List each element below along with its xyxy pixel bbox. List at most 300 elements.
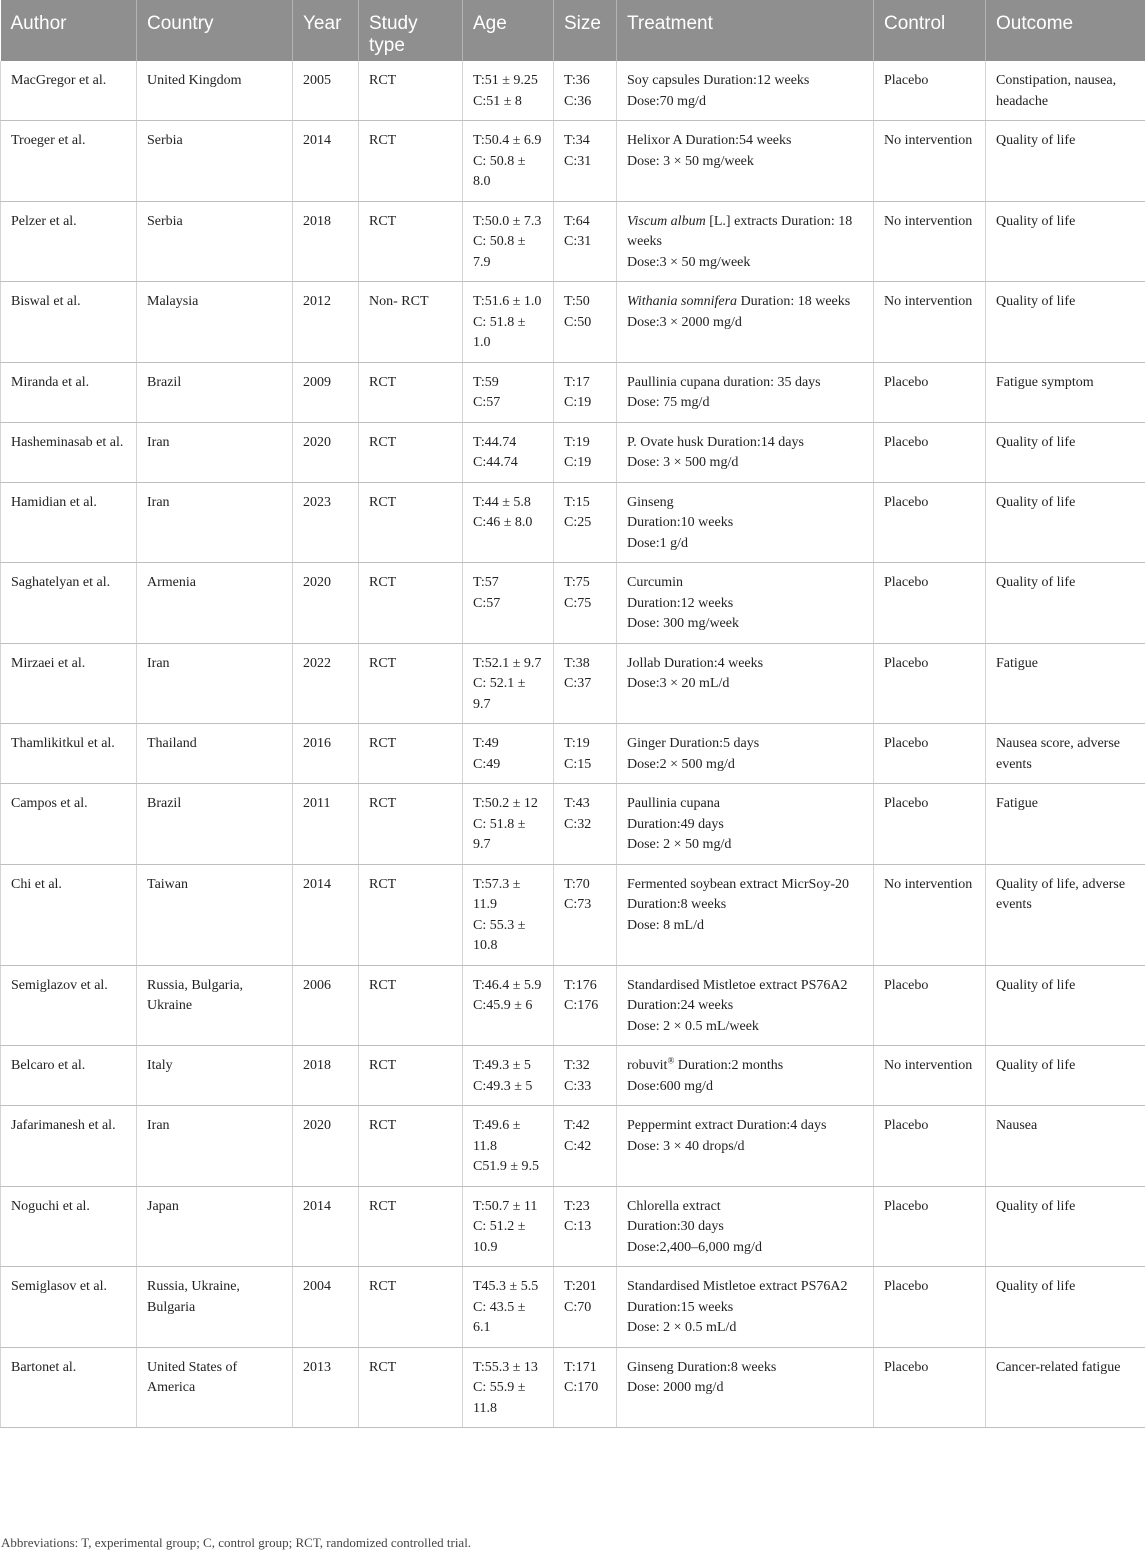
year-cell: 2011 [293, 784, 359, 865]
age-cell-line: C: 55.9 ± 11.8 [473, 1380, 526, 1416]
size-cell [554, 121, 617, 202]
study-type-cell: RCT [359, 121, 463, 202]
treatment-cell-line: Dose: 3 × 500 mg/d [627, 455, 739, 470]
size-cell-line: T:176 [564, 977, 597, 993]
table-row [1, 282, 1145, 363]
treatment-cell-line: Dose: 2 × 50 mg/d [627, 837, 732, 852]
size-cell-line: C:37 [564, 676, 592, 691]
age-cell [463, 1186, 554, 1267]
age-cell-line: C:44.74 [473, 455, 518, 470]
header-year: Year [293, 0, 359, 61]
age-cell-line: T:51.6 ± 1.0 [473, 294, 542, 309]
size-cell-line: C:32 [564, 816, 592, 832]
treatment-cell-line: Paullinia cupana [627, 796, 720, 811]
country-cell: Italy [137, 1046, 293, 1106]
age-cell [463, 784, 554, 865]
outcome-cell: Fatigue symptom [986, 362, 1145, 422]
treatment-cell-line: Duration:8 weeks [627, 897, 727, 912]
treatment-cell [617, 121, 874, 202]
treatment-cell-line: Standardised Mistletoe extract PS76A2 Duration:15 weeks [627, 1279, 848, 1315]
study-type-cell: RCT [359, 422, 463, 482]
size-cell-line: C:19 [564, 395, 592, 410]
size-cell [554, 61, 617, 121]
table-row [1, 784, 1145, 865]
table-row [1, 482, 1145, 563]
age-cell [463, 965, 554, 1046]
author-cell: Semiglazov et al. [1, 965, 137, 1046]
table-row [1, 1347, 1145, 1428]
size-cell [554, 643, 617, 724]
country-cell: Thailand [137, 724, 293, 784]
size-cell [554, 864, 617, 965]
treatment-cell-line [627, 212, 863, 253]
year-cell: 2020 [293, 563, 359, 644]
table-row [1, 563, 1145, 644]
table-row [1, 724, 1145, 784]
year-cell: 2016 [293, 724, 359, 784]
table-footnote: Abbreviations: T, experimental group; C, control group; RCT, randomized controlled trial. [1, 1535, 472, 1550]
size-cell-line: T:36 [564, 73, 590, 88]
treatment-cell-line: Fermented soybean extract MicrSoy-20 [627, 876, 849, 892]
age-cell-line: C:45.9 ± 6 [473, 998, 533, 1013]
treatment-cell-line: Ginger Duration:5 days [627, 736, 760, 751]
author-cell: Miranda et al. [1, 362, 137, 422]
age-cell-line: C:49 [473, 756, 501, 772]
control-cell: Placebo [874, 1347, 986, 1428]
treatment-cell-line: Dose: 300 mg/week [627, 616, 739, 631]
table-row [1, 362, 1145, 422]
table-row [1, 864, 1145, 965]
age-cell-line: T:46.4 ± 5.9 [473, 977, 542, 993]
table-row [1, 121, 1145, 202]
treatment-cell-line: Dose: 8 mL/d [627, 917, 704, 933]
treatment-cell-line: Dose: 2 × 0.5 mL/d [627, 1320, 737, 1335]
treatment-cell-line: Dose: 2 × 0.5 mL/week [627, 1018, 759, 1034]
treatment-cell [617, 1046, 874, 1106]
age-cell-line: T:44 ± 5.8 [473, 494, 531, 510]
age-cell [463, 1046, 554, 1106]
country-cell: Iran [137, 1106, 293, 1187]
size-cell-line: C:31 [564, 153, 592, 169]
country-cell: Serbia [137, 121, 293, 202]
treatment-cell-line: Ginseng [627, 494, 674, 510]
treatment-cell-line [627, 292, 863, 313]
age-cell-line: T:49.3 ± 5 [473, 1058, 531, 1073]
treatment-cell-line: Soy capsules Duration:12 weeks [627, 73, 810, 88]
outcome-cell: Quality of life [986, 482, 1145, 563]
control-cell: Placebo [874, 965, 986, 1046]
size-cell-line: C:176 [564, 998, 599, 1013]
age-cell-line: T:57 [473, 575, 499, 590]
age-cell-line: T:49.6 ± 11.8 [473, 1118, 521, 1154]
year-cell: 2023 [293, 482, 359, 563]
table-row [1, 1186, 1145, 1267]
size-cell-line: T:201 [564, 1279, 597, 1294]
author-cell: Noguchi et al. [1, 1186, 137, 1267]
outcome-cell: Quality of life [986, 1046, 1145, 1106]
study-type-cell: RCT [359, 1186, 463, 1267]
age-cell-line: C: 50.8 ± 8.0 [473, 153, 526, 189]
age-cell [463, 724, 554, 784]
outcome-cell: Quality of life, adverse events [986, 864, 1145, 965]
treatment-cell [617, 362, 874, 422]
header-age: Age [463, 0, 554, 61]
size-cell-line: C:31 [564, 234, 592, 249]
size-cell-line: C:15 [564, 756, 592, 772]
treatment-cell [617, 965, 874, 1046]
age-cell-line: T:59 [473, 374, 499, 390]
header-control: Control [874, 0, 986, 61]
header-treatment: Treatment [617, 0, 874, 61]
country-cell: United Kingdom [137, 61, 293, 121]
author-cell: Pelzer et al. [1, 201, 137, 282]
country-cell: Japan [137, 1186, 293, 1267]
treatment-cell-line: Dose:3 × 50 mg/week [627, 254, 751, 270]
age-cell [463, 282, 554, 363]
age-cell [463, 61, 554, 121]
treatment-cell-line: Dose: 3 × 40 drops/d [627, 1138, 745, 1154]
author-cell: Troeger et al. [1, 121, 137, 202]
age-cell [463, 362, 554, 422]
size-cell-line: C:70 [564, 1299, 592, 1315]
study-type-cell: RCT [359, 563, 463, 644]
treatment-cell [617, 724, 874, 784]
age-cell [463, 201, 554, 282]
size-cell-line: T:43 [564, 796, 590, 811]
table-row [1, 1106, 1145, 1187]
treatment-cell-line: Dose: 75 mg/d [627, 395, 710, 410]
author-cell: Biswal et al. [1, 282, 137, 363]
control-cell: Placebo [874, 482, 986, 563]
age-cell [463, 864, 554, 965]
country-cell: Russia, Bulgaria, Ukraine [137, 965, 293, 1046]
age-cell [463, 1267, 554, 1348]
treatment-cell-line: Dose: 2000 mg/d [627, 1380, 724, 1395]
treatment-cell-line: Duration:10 weeks [627, 515, 734, 530]
table-row [1, 201, 1145, 282]
author-cell: Hamidian et al. [1, 482, 137, 563]
header-outcome: Outcome [986, 0, 1145, 61]
country-cell: Iran [137, 643, 293, 724]
size-cell-line: C:33 [564, 1078, 592, 1094]
size-cell-line: C:25 [564, 515, 592, 530]
age-cell-line: T:51 ± 9.25 [473, 73, 538, 88]
table-body [1, 61, 1145, 1428]
treatment-cell [617, 1106, 874, 1187]
age-cell-line: T:57.3 ± 11.9 [473, 876, 521, 912]
control-cell: No intervention [874, 864, 986, 965]
control-cell: Placebo [874, 563, 986, 644]
country-cell: United States of America [137, 1347, 293, 1428]
size-cell-line: T:42 [564, 1118, 590, 1133]
treatment-cell-line: Dose: 3 × 50 mg/week [627, 153, 754, 169]
size-cell-line: T:34 [564, 133, 590, 148]
control-cell: No intervention [874, 121, 986, 202]
outcome-cell: Quality of life [986, 201, 1145, 282]
size-cell-line: T:19 [564, 736, 590, 751]
control-cell: Placebo [874, 1106, 986, 1187]
age-cell-line: T:50.7 ± 11 [473, 1198, 538, 1214]
outcome-cell: Nausea score, adverse events [986, 724, 1145, 784]
treatment-cell-line: Duration:30 days [627, 1219, 724, 1234]
control-cell: No intervention [874, 282, 986, 363]
control-cell: Placebo [874, 362, 986, 422]
author-cell: Jafarimanesh et al. [1, 1106, 137, 1187]
age-cell [463, 482, 554, 563]
treatment-cell [617, 563, 874, 644]
size-cell [554, 965, 617, 1046]
treatment-cell-line: Duration:49 days [627, 816, 724, 832]
control-cell: Placebo [874, 643, 986, 724]
control-cell: Placebo [874, 422, 986, 482]
header-study-type: Study type [359, 0, 463, 61]
author-cell: Semiglasov et al. [1, 1267, 137, 1348]
age-cell-line: T:50.4 ± 6.9 [473, 133, 542, 148]
author-cell: Campos et al. [1, 784, 137, 865]
treatment-cell [617, 201, 874, 282]
size-cell-line: C:19 [564, 455, 592, 470]
treatment-cell [617, 643, 874, 724]
size-cell-line: T:15 [564, 494, 590, 510]
treatment-cell-line: Chlorella extract [627, 1198, 721, 1214]
treatment-cell-line: Jollab Duration:4 weeks [627, 655, 764, 671]
outcome-cell: Quality of life [986, 563, 1145, 644]
year-cell: 2022 [293, 643, 359, 724]
age-cell-line: C:57 [473, 395, 501, 410]
study-type-cell: RCT [359, 201, 463, 282]
treatment-cell [617, 864, 874, 965]
outcome-cell: Quality of life [986, 422, 1145, 482]
size-cell [554, 1347, 617, 1428]
age-cell-line: C:51 ± 8 [473, 93, 522, 109]
table-row [1, 1046, 1145, 1106]
treatment-species: Withania somnifera [627, 294, 738, 309]
control-cell: Placebo [874, 724, 986, 784]
study-type-cell: RCT [359, 724, 463, 784]
age-cell [463, 1106, 554, 1187]
study-type-cell: RCT [359, 965, 463, 1046]
country-cell: Iran [137, 422, 293, 482]
age-cell-line: C: 52.1 ± 9.7 [473, 676, 526, 712]
treatment-cell-line: Helixor A Duration:54 weeks [627, 133, 792, 148]
author-cell: Chi et al. [1, 864, 137, 965]
age-cell-line: C: 51.8 ± 9.7 [473, 816, 526, 852]
size-cell-line: T:23 [564, 1198, 590, 1214]
treatment-cell-line: Dose:3 × 20 mL/d [627, 676, 730, 691]
treatment-text: Duration:2 months [674, 1058, 784, 1073]
age-cell [463, 1347, 554, 1428]
control-cell: No intervention [874, 201, 986, 282]
year-cell: 2013 [293, 1347, 359, 1428]
age-cell-line: T:50.2 ± 12 [473, 796, 538, 811]
year-cell: 2012 [293, 282, 359, 363]
size-cell-line: T:38 [564, 655, 590, 671]
outcome-cell: Constipation, nausea, headache [986, 61, 1145, 121]
outcome-cell: Cancer-related fatigue [986, 1347, 1145, 1428]
control-cell: Placebo [874, 61, 986, 121]
year-cell: 2020 [293, 1106, 359, 1187]
size-cell [554, 362, 617, 422]
year-cell: 2004 [293, 1267, 359, 1348]
table-row [1, 61, 1145, 121]
study-type-cell: RCT [359, 643, 463, 724]
size-cell-line: T:171 [564, 1359, 597, 1375]
study-type-cell: RCT [359, 1347, 463, 1428]
size-cell [554, 1267, 617, 1348]
treatment-cell-line: Ginseng Duration:8 weeks [627, 1359, 777, 1375]
size-cell-line: T:17 [564, 374, 590, 390]
country-cell: Iran [137, 482, 293, 563]
treatment-text: Duration: 18 weeks [740, 294, 851, 309]
treatment-cell [617, 784, 874, 865]
country-cell: Brazil [137, 362, 293, 422]
age-cell [463, 121, 554, 202]
treatment-cell [617, 482, 874, 563]
author-cell: Hasheminasab et al. [1, 422, 137, 482]
outcome-cell: Quality of life [986, 965, 1145, 1046]
treatment-cell-line: Curcumin [627, 575, 683, 590]
treatment-cell [617, 1267, 874, 1348]
size-cell-line: T:70 [564, 876, 590, 892]
header-author: Author [1, 0, 137, 61]
size-cell [554, 1186, 617, 1267]
country-cell: Armenia [137, 563, 293, 644]
year-cell: 2018 [293, 201, 359, 282]
outcome-cell: Quality of life [986, 121, 1145, 202]
outcome-cell: Quality of life [986, 1186, 1145, 1267]
table-row [1, 1267, 1145, 1348]
size-cell-line: C:50 [564, 314, 592, 330]
year-cell: 2014 [293, 864, 359, 965]
author-cell: Bartonet al. [1, 1347, 137, 1428]
age-cell-line: C:46 ± 8.0 [473, 515, 533, 530]
study-type-cell: RCT [359, 864, 463, 965]
country-cell: Malaysia [137, 282, 293, 363]
age-cell-line: T:52.1 ± 9.7 [473, 655, 542, 671]
year-cell: 2020 [293, 422, 359, 482]
size-cell-line: T:32 [564, 1058, 590, 1073]
age-cell-line: T45.3 ± 5.5 [473, 1279, 539, 1294]
outcome-cell: Quality of life [986, 1267, 1145, 1348]
country-cell: Brazil [137, 784, 293, 865]
control-cell: Placebo [874, 1267, 986, 1348]
author-cell: Saghatelyan et al. [1, 563, 137, 644]
table-row [1, 643, 1145, 724]
treatment-cell-line: Duration:12 weeks [627, 595, 734, 611]
size-cell [554, 1046, 617, 1106]
year-cell: 2005 [293, 61, 359, 121]
size-cell [554, 482, 617, 563]
size-cell-line: C:73 [564, 897, 592, 912]
study-type-cell: RCT [359, 784, 463, 865]
treatment-cell [617, 1186, 874, 1267]
table-row [1, 965, 1145, 1046]
size-cell-line: C:170 [564, 1380, 599, 1395]
size-cell-line: C:42 [564, 1138, 592, 1154]
size-cell [554, 1106, 617, 1187]
size-cell-line: T:64 [564, 213, 590, 229]
age-cell-line: C: 51.8 ± 1.0 [473, 314, 526, 350]
year-cell: 2014 [293, 1186, 359, 1267]
age-cell-line: C: 55.3 ± 10.8 [473, 917, 526, 953]
study-type-cell: RCT [359, 362, 463, 422]
age-cell [463, 422, 554, 482]
age-cell-line: T:55.3 ± 13 [473, 1359, 538, 1375]
treatment-cell-line: P. Ovate husk Duration:14 days [627, 434, 804, 450]
header-row [1, 0, 1145, 61]
study-type-cell: RCT [359, 61, 463, 121]
outcome-cell: Fatigue [986, 643, 1145, 724]
study-type-cell: RCT [359, 1046, 463, 1106]
treatment-cell-line: Dose:1 g/d [627, 535, 689, 551]
size-cell [554, 201, 617, 282]
size-cell-line: T:19 [564, 434, 590, 450]
header-country: Country [137, 0, 293, 61]
age-cell [463, 643, 554, 724]
author-cell: MacGregor et al. [1, 61, 137, 121]
age-cell-line: C: 43.5 ± 6.1 [473, 1299, 526, 1335]
size-cell [554, 422, 617, 482]
age-cell-line: T:49 [473, 736, 499, 751]
age-cell-line: C: 51.2 ± 10.9 [473, 1219, 526, 1255]
size-cell [554, 784, 617, 865]
author-cell: Thamlikitkul et al. [1, 724, 137, 784]
age-cell-line: C:57 [473, 595, 501, 611]
study-type-cell: RCT [359, 1106, 463, 1187]
treatment-product: robuvit [627, 1058, 668, 1073]
treatment-cell-line: Dose:70 mg/d [627, 93, 706, 109]
country-cell: Taiwan [137, 864, 293, 965]
treatment-cell-line: Dose:2 × 500 mg/d [627, 756, 735, 772]
outcome-cell: Nausea [986, 1106, 1145, 1187]
outcome-cell: Fatigue [986, 784, 1145, 865]
country-cell: Russia, Ukraine, Bulgaria [137, 1267, 293, 1348]
year-cell: 2006 [293, 965, 359, 1046]
size-cell-line: T:75 [564, 575, 590, 590]
size-cell [554, 563, 617, 644]
year-cell: 2018 [293, 1046, 359, 1106]
study-type-cell: RCT [359, 1267, 463, 1348]
treatment-cell-line: Peppermint extract Duration:4 days [627, 1118, 827, 1133]
age-cell [463, 563, 554, 644]
treatment-cell-line: Standardised Mistletoe extract PS76A2 Duration:24 weeks [627, 977, 848, 1013]
control-cell: Placebo [874, 1186, 986, 1267]
size-cell-line: T:50 [564, 294, 590, 309]
control-cell: Placebo [874, 784, 986, 865]
registered-mark: ® [667, 1055, 675, 1066]
treatment-cell-line: Dose:3 × 2000 mg/d [627, 314, 742, 330]
size-cell-line: C:75 [564, 595, 592, 611]
age-cell-line: C51.9 ± 9.5 [473, 1159, 540, 1174]
study-type-cell: RCT [359, 482, 463, 563]
treatment-cell-line: Dose:600 mg/d [627, 1078, 713, 1094]
year-cell: 2014 [293, 121, 359, 202]
age-cell-line: T:44.74 [473, 434, 517, 450]
treatment-species: Viscum album [627, 213, 706, 229]
treatment-cell-line [627, 1056, 863, 1077]
study-type-cell: Non- RCT [359, 282, 463, 363]
control-cell: No intervention [874, 1046, 986, 1106]
country-cell: Serbia [137, 201, 293, 282]
author-cell: Belcaro et al. [1, 1046, 137, 1106]
year-cell: 2009 [293, 362, 359, 422]
age-cell-line: T:50.0 ± 7.3 [473, 213, 542, 229]
header-size: Size [554, 0, 617, 61]
size-cell [554, 282, 617, 363]
outcome-cell: Quality of life [986, 282, 1145, 363]
treatment-cell [617, 282, 874, 363]
treatment-cell [617, 61, 874, 121]
